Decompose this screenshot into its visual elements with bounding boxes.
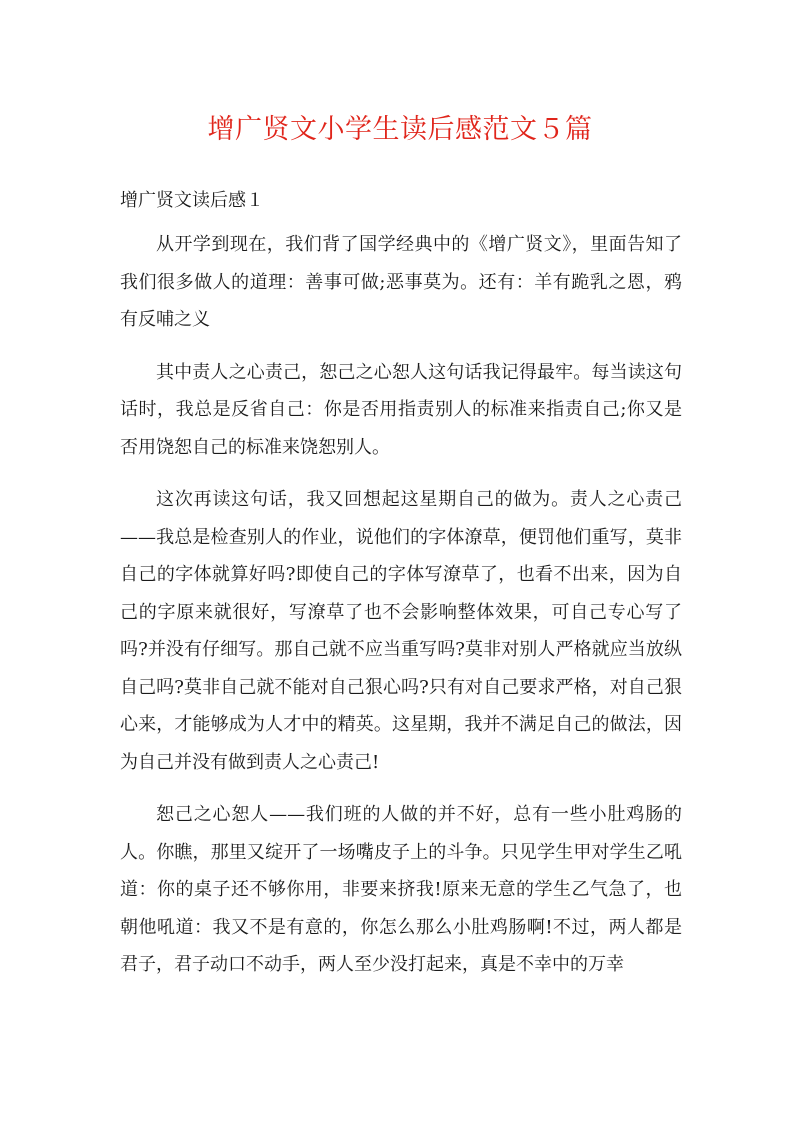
paragraph-3: 这次再读这句话，我又回想起这星期自己的做为。责人之心责己——我总是检查别人的作业，说他们的字体潦草，便罚他们重写，莫非自己的字体就算好吗?即使自己的字体写潦草了，也看不出来，因为自己的字原来就很好，写潦草了也不会影响整体效果，可自己专心写了吗?并没有仔细写。那自己就不应当重写吗?莫非对别人严格就应当放纵自己吗?莫非自己就不能对自己狠心吗?只有对自己要求严格，对自己狠心来，才能够成为人才中的精英。这星期，我并不满足自己的做法，因为自己并没有做到责人之心责己! [120, 489, 682, 773]
document-body [120, 226, 682, 999]
paragraph-4: 恕己之心恕人——我们班的人做的并不好，总有一些小肚鸡肠的人。你瞧，那里又绽开了一场嘴皮子上的斗争。只见学生甲对学生乙吼道：你的桌子还不够你用，非要来挤我!原来无意的学生乙气急了，也朝他吼道：我又不是有意的，你怎么那么小肚鸡肠啊!不过，两人都是君子，君子动口不动手，两人至少没打起来，真是不幸中的万幸 [120, 804, 682, 975]
paragraph-2: 其中责人之心责己，恕己之心恕人这句话我记得最牢。每当读这句话时，我总是反省自己：你是否用指责别人的标准来指责自己;你又是否用饶恕自己的标准来饶恕别人。 [120, 361, 682, 458]
section-heading: 增广贤文读后感１ [120, 190, 264, 211]
paragraph-1: 从开学到现在，我们背了国学经典中的《增广贤文》，里面告知了我们很多做人的道理：善事可做;恶事莫为。还有：羊有跪乳之恩，鸦有反哺之义 [120, 234, 682, 330]
document-title: 增广贤文小学生读后感范文５篇 [207, 114, 593, 145]
